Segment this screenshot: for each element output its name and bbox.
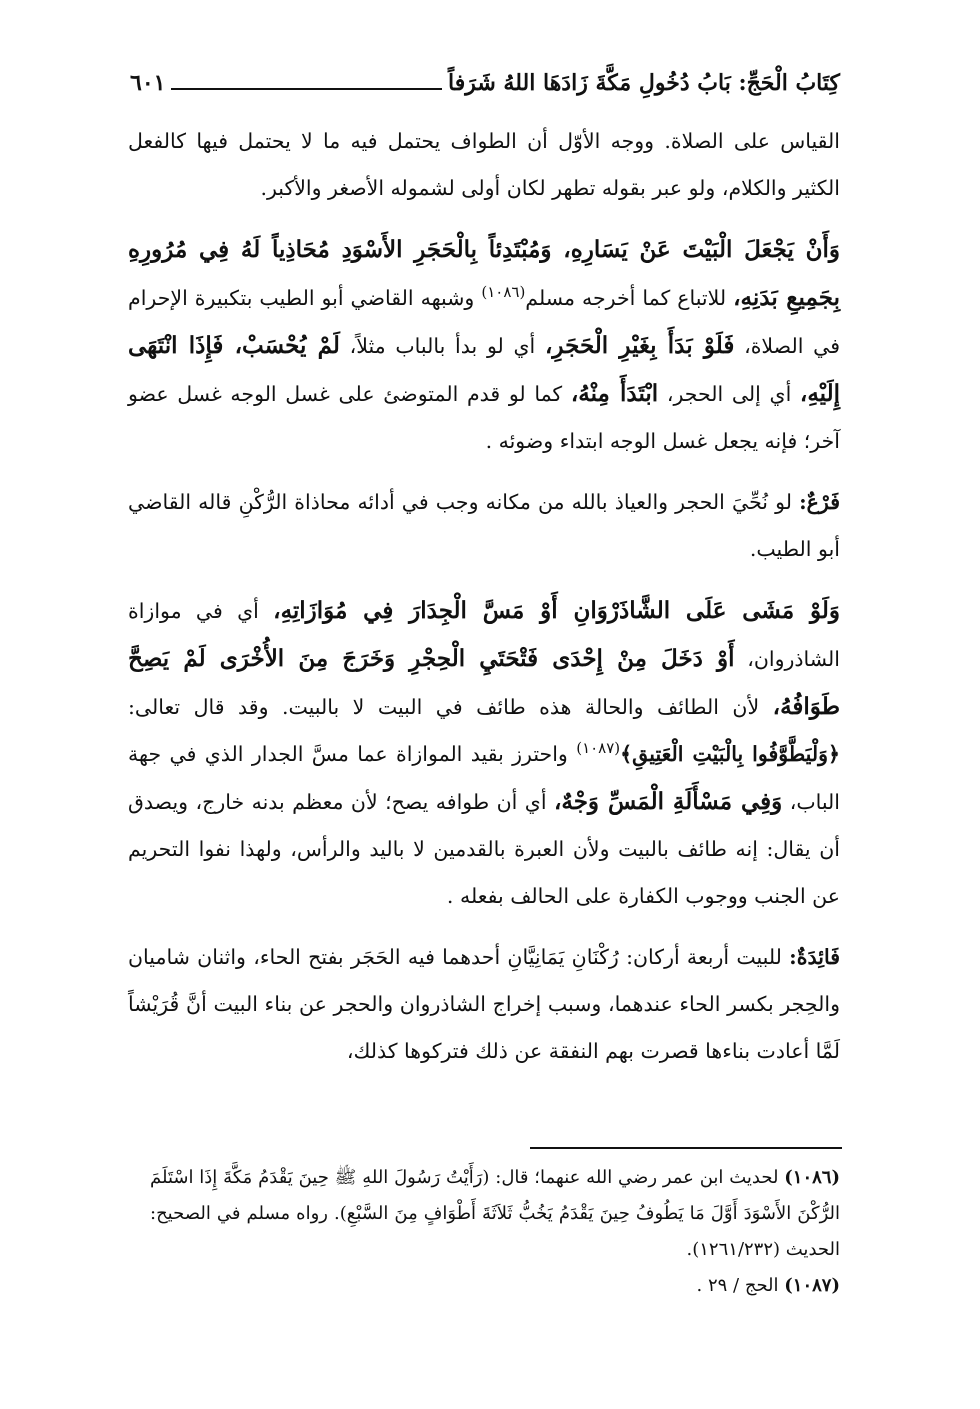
commentary-text: كما لو قدم المتوضئ على غسل الوجه غسل عضو آخر؛ فإنه يجعل غسل الوجه ابتداء وضوئه . xyxy=(128,382,840,453)
footnote-reference[interactable]: (١٠٨٧) xyxy=(576,739,621,758)
header-rule xyxy=(171,88,442,90)
commentary-text: أي لو بدأ بالباب مثلاً، xyxy=(339,334,545,358)
commentary-text: لأن الطائف والحالة هذه طائف في البيت لا بالبيت. وقد قال تعالى: xyxy=(128,695,773,719)
main-text xyxy=(128,118,840,1089)
commentary-text: وشبهه القاضي أبو الطيب بتكبيرة الإحرام في الصلاة، xyxy=(128,286,841,358)
footnotes xyxy=(150,1160,840,1304)
footnote-1087 xyxy=(150,1268,840,1304)
commentary-text: أي في موازاة الشاذروان، xyxy=(128,599,840,671)
paragraph-1 xyxy=(128,118,840,212)
matn-text: لَمْ يُحْسَبْ، فَإِذَا انْتَهَى إِلَيْهِ، xyxy=(128,332,841,407)
matn-text: وَفِي مَسْأَلَةِ الْمَسِّ وَجْهٌ، xyxy=(553,788,783,815)
footnote-text: لحديث ابن عمر رضي الله عنهما؛ قال: (رَأَيْتُ رَسُولَ اللهِ ﷺ حِينَ يَقْدَمُ مَكَّةَ إِذَا اسْتَلَمَ الرُّكْنَ الأَسْوَدَ أَوَّلَ مَا يَطُوفُ حِينَ يَقْدَمُ يَخُبُّ ثَلاَثَةَ أَطْوَافٍ مِنَ السَّبْعِ). رواه مسلم في الصحيح: الحديث (١٢٦١/٢٣٢). xyxy=(150,1167,840,1260)
matn-text: فَلَوْ بَدَأَ بِغَيْرِ الْحَجَرِ، xyxy=(544,332,735,359)
paragraph-4 xyxy=(128,587,840,920)
paragraph-5 xyxy=(128,934,840,1075)
section-lead: فَرْعٌ: xyxy=(799,490,840,514)
chapter-title: كِتَابُ الْحَجِّ: بَابُ دُخُولِ مَكَّةَ زَادَهَا اللهُ شَرَفاً xyxy=(447,70,840,96)
matn-text: ابْتَدَأَ مِنْهُ، xyxy=(570,380,659,407)
matn-text: أَوْ دَخَلَ مِنْ إِحْدَى فَتْحَتَيِ الْحِجْرِ وَخَرَجَ مِنَ الأُخْرَى لَمْ يَصِحَّ طَوَافُهُ، xyxy=(128,645,840,720)
paragraph-2 xyxy=(128,226,840,465)
matn-text: وَأَنْ يَجْعَلَ الْبَيْتَ عَنْ يَسَارِهِ، وَمُبْتَدِئاً بِالْحَجَرِ الأَسْوَدِ مُحَاذِياً لَهُ فِي مُرُورِهِ بِجَمِيعِ بَدَنِهِ، xyxy=(128,236,840,311)
commentary-text: أي أن طوافه يصح؛ لأن معظم بدنه خارج، ويصدق أن يقال: إنه طائف بالبيت ولأن العبرة بالقدمين لا باليد والرأس، ولهذا نفوا التحريم عن الجنب ووجوب الكفارة على الحالف بفعله . xyxy=(128,790,840,908)
matn-text: وَلَوْ مَشَى عَلَى الشَّاذَرْوَانِ أَوْ مَسَّ الْجِدَارَ فِي مُوَازَاتِهِ، xyxy=(273,597,840,624)
commentary-text: للبيت أربعة أركان: رُكْنَانِ يَمَانِيَّانِ أحدهما فيه الحَجَر بفتح الحاء، واثنان شاميان والحِجر بكسر الحاء عندهما، وسبب إخراج الشاذروان والحجر عن بناء البيت أنَّ قُرَيْشاً لَمَّا أعادت بناءها قصرت بهم النفقة عن ذلك فتركوها كذلك، xyxy=(128,945,840,1063)
commentary-text: لو نُحِّيَ الحجر والعياذ بالله من مكانه وجب في أدائه محاذاة الرُّكْنِ قاله القاضي أبو الطيب. xyxy=(128,490,840,561)
footnote-reference[interactable]: (١٠٨٦) xyxy=(481,283,526,302)
footnote-separator xyxy=(530,1147,842,1149)
footnote-text: الحج / ٢٩ . xyxy=(696,1275,785,1296)
commentary-text: واحترز بقيد الموازاة عما مسَّ الجدار الذي في جهة الباب، xyxy=(128,742,841,814)
paragraph-3 xyxy=(128,479,840,573)
page-number: ٦٠١ xyxy=(130,70,166,96)
footnote-number: (١٠٨٦) xyxy=(784,1167,840,1188)
section-lead: فَائِدَةٌ: xyxy=(789,945,840,969)
quran-quote: ﴿وَلْيَطَّوَّفُوا بِالْبَيْتِ الْعَتِيقِ﴾ xyxy=(620,742,840,766)
commentary-text: القياس على الصلاة. ووجه الأوّل أن الطواف يحتمل فيه ما لا يحتمل فيها كالفعل الكثير والكلام، ولو عبر بقوله تطهر لكان أولى لشموله الأصغر والأكبر. xyxy=(128,129,840,200)
footnote-1086 xyxy=(150,1160,840,1268)
commentary-text: للاتباع كما أخرجه مسلم xyxy=(525,286,734,310)
footnote-number: (١٠٨٧) xyxy=(784,1275,840,1296)
running-header xyxy=(130,52,840,96)
commentary-text: أي إلى الحجر، xyxy=(658,382,800,406)
